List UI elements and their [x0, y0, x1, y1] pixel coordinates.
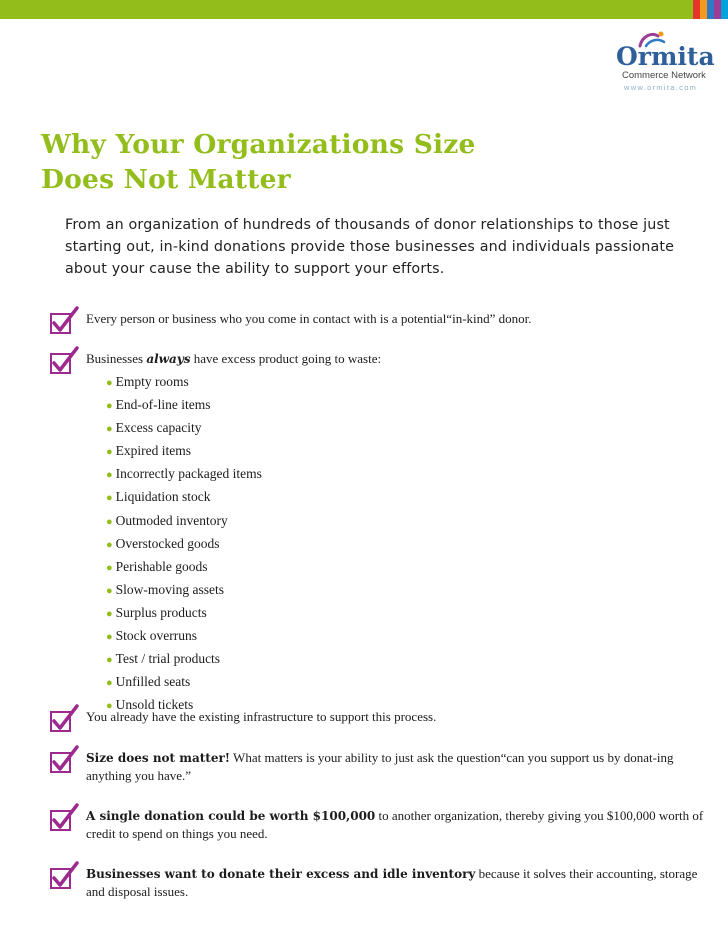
- item-text-bold: Size does not matter!: [86, 751, 231, 765]
- item-text-bold: A single donation could be worth $100,000: [86, 809, 376, 823]
- bullet-dot-icon: ●: [106, 377, 113, 389]
- bullet-item: ● Outmoded inventory: [106, 512, 228, 528]
- bullet-dot-icon: ●: [106, 469, 113, 482]
- bullet-item: ● Expired items: [106, 443, 192, 459]
- color-swatch-cyan: [721, 0, 728, 19]
- logo-wordmark: Ormita: [616, 42, 715, 71]
- bullet-dot-icon: ●: [106, 654, 113, 667]
- bullet-item: ● Overstocked goods: [106, 535, 220, 551]
- bullet-dot-icon: ●: [106, 561, 113, 574]
- item-text-rest: to another organization, thereby giving you $100,000 worth of credit to spend on things you need.: [86, 808, 704, 841]
- checklist-item-text: You already have the existing infrastructure to support this process.: [86, 709, 437, 724]
- checklist-item-text: [86, 807, 704, 843]
- checklist-item-text: [86, 865, 704, 901]
- bullet-item: ● Empty rooms: [106, 374, 189, 389]
- logo-url: www.ormita.com: [624, 83, 698, 92]
- bullet-item: ● Slow-moving assets: [106, 581, 225, 597]
- bullet-item: ● Incorrectly packaged items: [106, 466, 262, 482]
- bullet-item: ● Excess capacity: [106, 420, 202, 436]
- checkbox-checked-icon: [48, 704, 80, 734]
- bullet-dot-icon: ●: [106, 538, 113, 551]
- waste-bullet-list: [106, 371, 262, 717]
- header-bar: [0, 0, 728, 19]
- item-text-rest: What matters is your ability to just ask the question“can you support us by donat-ing anything you have.”: [86, 750, 674, 783]
- color-strip: [693, 0, 728, 19]
- color-swatch-blue: [707, 0, 714, 19]
- bullet-item: ● Stock overruns: [106, 628, 198, 644]
- checkbox-checked-icon: [48, 745, 80, 775]
- bullet-item: ● Test / trial products: [106, 651, 221, 667]
- bullet-item: ● Surplus products: [106, 604, 207, 620]
- item-text-before: Businesses: [86, 351, 147, 366]
- logo-tagline: Commerce Network: [622, 70, 706, 81]
- color-swatch-orange: [700, 0, 707, 19]
- checkbox-checked-icon: [48, 803, 80, 833]
- color-swatch-red: [693, 0, 700, 19]
- bullet-item: ● Perishable goods: [106, 558, 208, 574]
- checkbox-checked-icon: [48, 861, 80, 891]
- bullet-dot-icon: ●: [106, 631, 113, 644]
- bullet-item: ● Unfilled seats: [106, 674, 191, 690]
- checklist-item-text: Every person or business who you come in contact with is a potential“in-kind” donor.: [86, 311, 532, 326]
- bullet-dot-icon: ●: [106, 677, 113, 690]
- ormita-logo: [612, 30, 715, 94]
- bullet-dot-icon: ●: [106, 700, 113, 713]
- color-swatch-purple: [714, 0, 721, 19]
- item-text-bold: Businesses want to donate their excess and idle inventory: [86, 867, 476, 881]
- page-title-line-2: Does Not Matter: [41, 164, 291, 195]
- bullet-dot-icon: ●: [106, 607, 113, 620]
- bullet-item: ● Unsold tickets: [106, 697, 194, 713]
- item-text-after: have excess product going to waste:: [190, 351, 382, 366]
- bullet-item: ● End-of-line items: [106, 397, 211, 413]
- item-text-rest: because it solves their accounting, storage and disposal issues.: [86, 866, 698, 899]
- bullet-dot-icon: ●: [106, 446, 113, 459]
- checkbox-checked-icon: [48, 306, 80, 336]
- bullet-item: ● Liquidation stock: [106, 489, 211, 505]
- item-text-emphasis: always: [146, 352, 191, 366]
- checkbox-checked-icon: [48, 346, 80, 376]
- page-title: [41, 127, 601, 197]
- bullet-dot-icon: ●: [106, 515, 113, 528]
- checklist-item-text: [86, 749, 704, 785]
- bullet-dot-icon: ●: [106, 400, 113, 413]
- bullet-dot-icon: ●: [106, 423, 113, 436]
- bullet-dot-icon: ●: [106, 584, 113, 597]
- bullet-dot-icon: ●: [106, 492, 113, 505]
- checklist-item-text: [86, 350, 704, 368]
- page-title-line-1: Why Your Organizations Size: [41, 129, 476, 160]
- intro-paragraph: From an organization of hundreds of thousands of donor relationships to those just starting out, in-kind donations provide those businesses and individuals passionate about your cause the ability to support your efforts.: [65, 217, 675, 277]
